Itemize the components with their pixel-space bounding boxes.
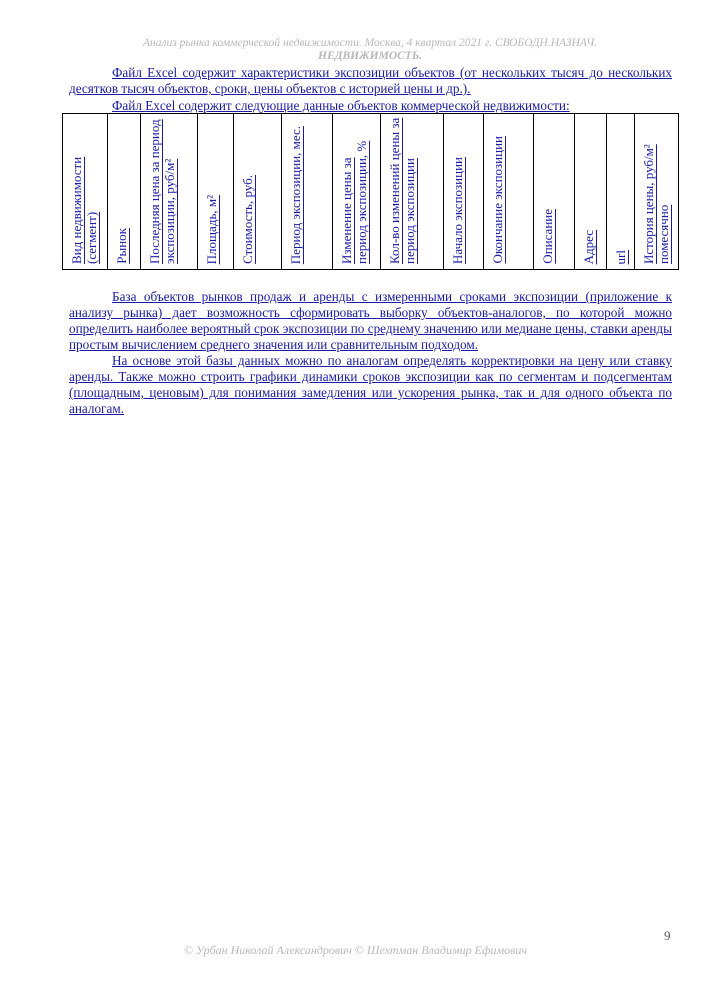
table-cell: [333, 114, 381, 270]
table-cell: [484, 114, 534, 270]
columns-table: [62, 113, 679, 270]
column-header-exposure-end: Окончание экспозиции: [490, 136, 505, 264]
column-header-exposure-start: Начало экспозиции: [450, 156, 465, 264]
column-header-area: Площадь, м²: [204, 194, 219, 264]
page-footer-copyright: © Урбан Николай Александрович © Шехтман Владимир Ефимович: [183, 943, 528, 957]
table-cell: [63, 114, 108, 270]
table-cell: [198, 114, 234, 270]
paragraph-2-text: Файл Excel содержит следующие данные объектов коммерческой недвижимости:: [112, 98, 570, 113]
column-header-price-change-count: Кол-во изменений цены за период экспозиции: [387, 117, 417, 264]
table-cell: [635, 114, 679, 270]
paragraph-excel-data-intro: [69, 98, 672, 114]
column-header-description: Описание: [540, 209, 555, 264]
table-cell: [381, 114, 444, 270]
column-header-price-history: История цены, руб/м² помесячно: [641, 144, 671, 264]
table-cell: [607, 114, 635, 270]
table-cell: [534, 114, 575, 270]
column-header-last-price: Последняя цена за период экспозиции, руб/м²: [147, 119, 177, 264]
paragraph-excel-characteristics: [69, 65, 672, 97]
table-cell: [444, 114, 484, 270]
table-cell: [234, 114, 282, 270]
column-header-price-change: Изменение цены за период экспозиции, %: [339, 140, 369, 264]
table-cell: [108, 114, 141, 270]
table-row: [63, 114, 679, 270]
column-header-address: Адрес: [581, 229, 596, 264]
header-line-2: НЕДВИЖИМОСТЬ.: [318, 50, 422, 62]
paragraph-4-text: На основе этой базы данных можно по аналогам определять корректировки на цену или ставку аренды. Также можно строить графики динамики сроков экспозиции как по сегментам и подсегментам (площадным, ценовым) для понимания замедления или ускорения рынка, так и для одного объекта по аналогам.: [69, 353, 672, 416]
column-header-segment: Вид недвижимости (сегмент): [69, 156, 99, 264]
page-header: [70, 37, 670, 63]
column-header-url: url: [613, 249, 628, 264]
paragraph-database-usage: [69, 353, 672, 417]
column-header-exposure-period: Период экспозиции, мес.: [288, 125, 303, 264]
paragraph-3-text: База объектов рынков продаж и аренды с измеренными сроками экспозиции (приложение к анализу рынка) дает возможность сформировать выборку объектов-аналогов, по которой можно определить наиболее вероятный срок экспозиции по среднему значению или медиане цены, ставки аренды простым вычислением среднего значения или сравнительным подходом.: [69, 289, 672, 352]
page-number: 9: [664, 928, 671, 943]
column-header-market: Рынок: [114, 228, 129, 264]
table-cell: [575, 114, 607, 270]
column-header-cost: Стоимость, руб.: [240, 175, 255, 264]
table-cell: [141, 114, 198, 270]
header-line-1: Анализ рынка коммерческой недвижимости. Москва, 4 квартал 2021 г. СВОБОДН.НАЗНАЧ.: [143, 37, 597, 49]
paragraph-1-text: Файл Excel содержит характеристики экспозиции объектов (от нескольких тысяч до нескольких десятков тысяч объектов, сроки, цены объектов с историей цены и др.).: [69, 65, 672, 96]
paragraph-database-description: [69, 289, 672, 353]
table-cell: [282, 114, 333, 270]
